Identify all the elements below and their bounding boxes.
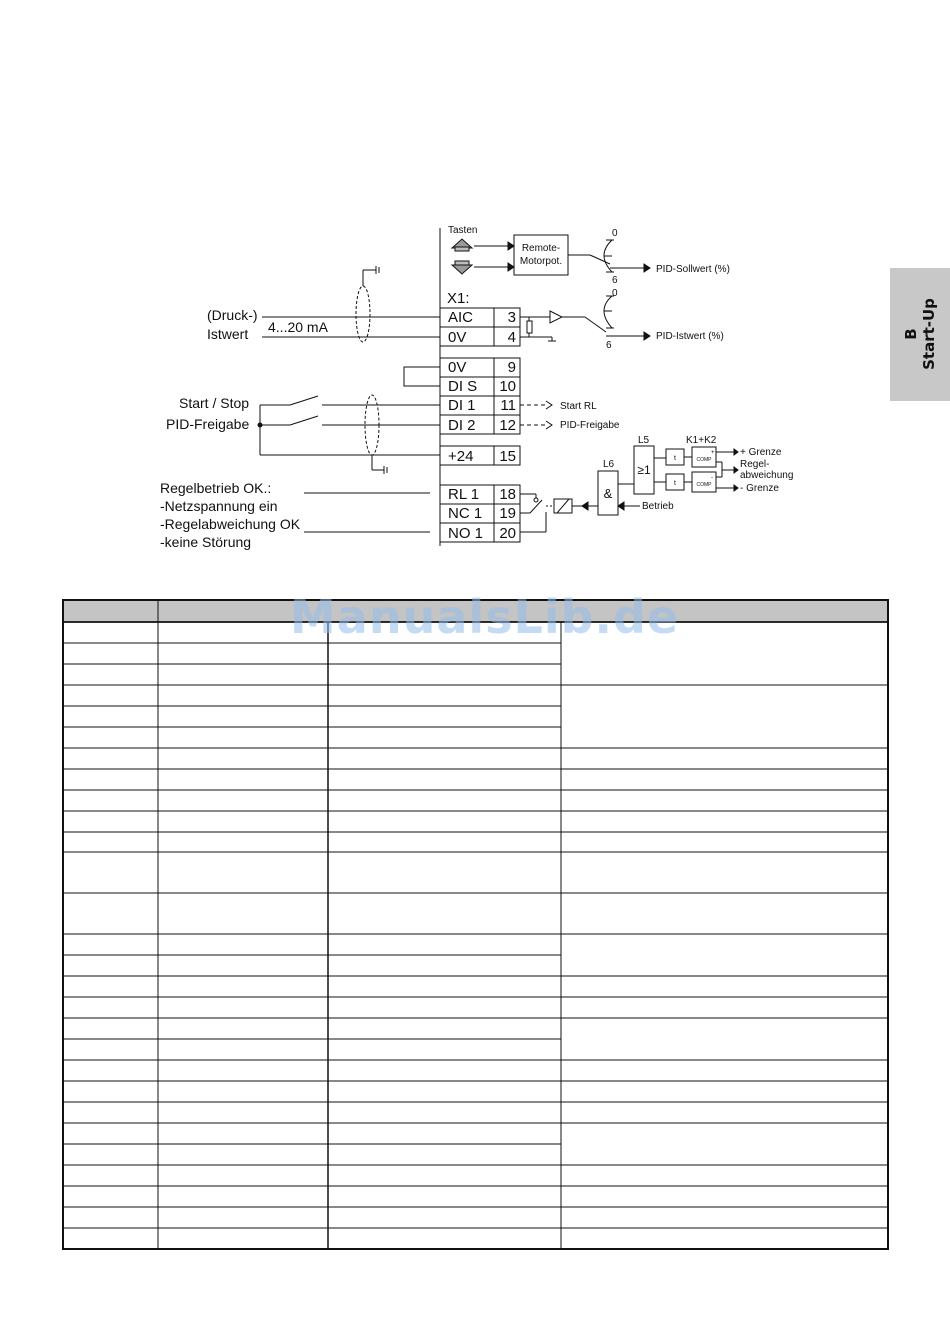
watermark: ManualsLib.de bbox=[290, 590, 680, 644]
timer-label: t bbox=[674, 480, 676, 487]
remote-box-line1: Remote- bbox=[521, 243, 561, 254]
terminal-number: 15 bbox=[499, 448, 516, 465]
terminal-number: 18 bbox=[499, 486, 516, 503]
terminal-name: NO 1 bbox=[448, 525, 484, 542]
comparator-minus: - bbox=[711, 475, 713, 481]
deviation-label-line2: abweichung bbox=[740, 470, 794, 481]
terminal-number: 19 bbox=[499, 505, 516, 522]
terminal-name: RL 1 bbox=[448, 486, 480, 503]
table-header bbox=[63, 600, 888, 622]
pid-actual-label: PID-Istwert (%) bbox=[656, 331, 724, 342]
l6-label: L6 bbox=[603, 459, 615, 470]
dial-max-2: 6 bbox=[606, 340, 612, 351]
terminal-block-label: X1: bbox=[447, 290, 470, 307]
terminal-number: 4 bbox=[507, 329, 516, 346]
control-ok-title: Regelbetrieb OK.: bbox=[160, 480, 272, 496]
terminal-number: 9 bbox=[507, 359, 516, 376]
pressure-label-line1: (Druck-) bbox=[207, 307, 258, 323]
control-ok-item: -Netzspannung ein bbox=[160, 498, 278, 514]
terminal-number: 3 bbox=[507, 309, 516, 326]
keys-label: Tasten bbox=[448, 225, 478, 236]
table-border bbox=[63, 600, 888, 1249]
control-ok-item: -keine Störung bbox=[160, 534, 252, 550]
running-label: Betrieb bbox=[642, 501, 674, 512]
terminal-name: 0V bbox=[448, 329, 467, 346]
dial-min-2: 0 bbox=[612, 288, 618, 299]
terminal-name: 0V bbox=[448, 359, 467, 376]
terminal-name: AIC bbox=[448, 309, 474, 326]
comparator-label: COMP bbox=[696, 482, 712, 488]
terminal-name: DI 1 bbox=[448, 397, 476, 414]
deviation-label-line1: Regel- bbox=[740, 459, 770, 470]
terminal-number: 11 bbox=[500, 397, 516, 414]
start-stop-label: Start / Stop bbox=[179, 395, 250, 411]
table-grid bbox=[63, 600, 888, 1249]
current-range-label: 4...20 mA bbox=[268, 319, 328, 335]
pid-setpoint-label: PID-Sollwert (%) bbox=[656, 264, 730, 275]
k1k2-label: K1+K2 bbox=[686, 435, 717, 446]
terminal-number: 20 bbox=[499, 525, 516, 542]
pid-enable-label: PID-Freigabe bbox=[166, 416, 250, 432]
pressure-label-line2: Istwert bbox=[207, 326, 249, 342]
comparator-plus: + bbox=[711, 450, 715, 456]
or-gate-symbol: ≥1 bbox=[637, 463, 651, 477]
l5-label: L5 bbox=[638, 435, 650, 446]
remote-box-line2: Motorpot. bbox=[519, 256, 563, 267]
timer-label: t bbox=[674, 455, 676, 462]
terminal-name: NC 1 bbox=[448, 505, 483, 522]
section-title: Start-Up bbox=[920, 298, 938, 370]
terminal-number: 10 bbox=[499, 378, 516, 395]
dial-min-1: 0 bbox=[612, 228, 618, 239]
terminal-number: 12 bbox=[499, 417, 516, 434]
pid-enable-out-label: PID-Freigabe bbox=[560, 420, 620, 431]
comparator-label: COMP bbox=[696, 457, 712, 463]
lower-limit-label: - Grenze bbox=[740, 483, 779, 494]
control-ok-item: -Regelabweichung OK bbox=[160, 516, 301, 532]
terminal-name: +24 bbox=[448, 448, 474, 465]
and-gate-symbol: & bbox=[603, 486, 613, 501]
upper-limit-label: + Grenze bbox=[740, 447, 782, 458]
dial-max-1: 6 bbox=[612, 275, 618, 286]
section-letter: B bbox=[902, 328, 920, 340]
start-rl-label: Start RL bbox=[560, 401, 597, 412]
terminal-name: DI S bbox=[448, 378, 478, 395]
terminal-name: DI 2 bbox=[448, 417, 476, 434]
